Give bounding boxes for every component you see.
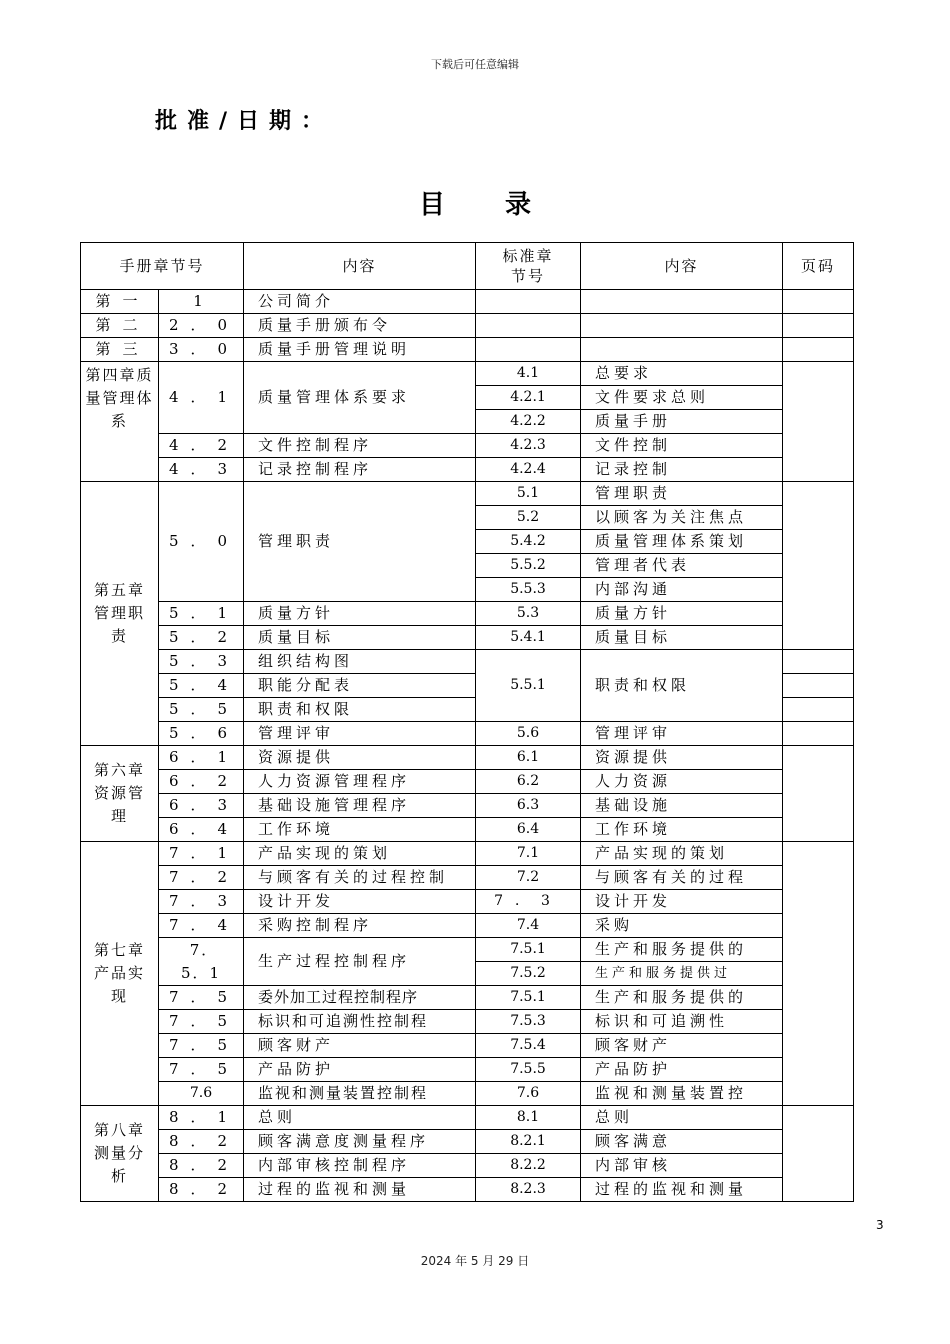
- standard-title: 内部沟通: [581, 578, 783, 602]
- section-title: 质量目标: [244, 626, 476, 650]
- standard-title: 顾客财产: [581, 1034, 783, 1058]
- section-number: 4．1: [159, 362, 244, 434]
- section-title: 监视和测量装置控制程: [244, 1082, 476, 1106]
- page-cell: [783, 722, 854, 746]
- chapter-cell: [81, 482, 159, 746]
- page-cell: [783, 290, 854, 314]
- standard-title: 过程的监视和测量: [581, 1178, 783, 1202]
- section-title: 设计开发: [244, 890, 476, 914]
- standard-number: [476, 314, 581, 338]
- standard-title: 人力资源: [581, 770, 783, 794]
- section-number: 7．2: [159, 866, 244, 890]
- chapter-title: 第八章测量分析: [93, 1121, 145, 1185]
- standard-number: 4.1: [476, 362, 581, 386]
- section-title: 生产过程控制程序: [244, 938, 476, 986]
- section-title: 公司简介: [244, 290, 476, 314]
- chapter-title: 第四章质量管理体系: [85, 366, 154, 430]
- section-title: 人力资源管理程序: [244, 770, 476, 794]
- standard-number: 4.2.1: [476, 386, 581, 410]
- standard-title: [581, 290, 783, 314]
- table-row: [81, 866, 854, 890]
- standard-number: 8.2.2: [476, 1154, 581, 1178]
- standard-title: 标识和可追溯性: [581, 1010, 783, 1034]
- table-row: [81, 1034, 854, 1058]
- chapter-cell: [81, 1106, 159, 1202]
- standard-title: 质量手册: [581, 410, 783, 434]
- standard-number: 7.5.2: [476, 962, 581, 986]
- section-number: 8．2: [159, 1154, 244, 1178]
- section-number: 6．1: [159, 746, 244, 770]
- standard-number: 5.5.1: [476, 650, 581, 722]
- section-number: 5．6: [159, 722, 244, 746]
- section-title: 文件控制程序: [244, 434, 476, 458]
- page-cell: [783, 362, 854, 482]
- standard-number: 7.5.1: [476, 938, 581, 962]
- section-number: 7．3: [159, 890, 244, 914]
- page-cell: [783, 650, 854, 674]
- section-title: 职能分配表: [244, 674, 476, 698]
- table-row: [81, 722, 854, 746]
- standard-number: 8.2.1: [476, 1130, 581, 1154]
- toc-title: 目录: [418, 190, 591, 220]
- standard-number: 7.5.5: [476, 1058, 581, 1082]
- chapter-cell: 第三: [81, 338, 159, 362]
- standard-number: 5.4.1: [476, 626, 581, 650]
- section-number: 2．0: [159, 314, 244, 338]
- table-row: [81, 1106, 854, 1130]
- standard-title: 监视和测量装置控: [581, 1082, 783, 1106]
- toc-table: [80, 242, 854, 1202]
- section-title: 产品防护: [244, 1058, 476, 1082]
- table-row: [81, 938, 854, 962]
- standard-number: 8.1: [476, 1106, 581, 1130]
- section-title: 职责和权限: [244, 698, 476, 722]
- page-cell: [783, 314, 854, 338]
- section-number: 4．2: [159, 434, 244, 458]
- standard-title: 质量管理体系策划: [581, 530, 783, 554]
- standard-number: 7．3: [476, 890, 581, 914]
- chapter-cell: [81, 362, 159, 482]
- table-row: [81, 1082, 854, 1106]
- standard-number: 7.5.1: [476, 986, 581, 1010]
- table-row: [81, 434, 854, 458]
- section-number: 1: [159, 290, 244, 314]
- standard-number: 6.3: [476, 794, 581, 818]
- standard-number: [476, 290, 581, 314]
- section-number: 8．2: [159, 1178, 244, 1202]
- chapter-cell: 第二: [81, 314, 159, 338]
- chapter-title: 第五章管理职责: [93, 581, 145, 645]
- section-title: 标识和可追溯性控制程: [244, 1010, 476, 1034]
- standard-number: 6.4: [476, 818, 581, 842]
- header-standard-section: [476, 243, 581, 290]
- section-number: 7．5: [159, 986, 244, 1010]
- table-header-row: [81, 243, 854, 290]
- table-row: [81, 290, 854, 314]
- section-number: 5．1: [159, 602, 244, 626]
- chapter-title: 第七章产品实现: [93, 941, 145, 1005]
- page-cell: [783, 674, 854, 698]
- standard-title: 管理者代表: [581, 554, 783, 578]
- page-cell: [783, 698, 854, 722]
- table-row: [81, 770, 854, 794]
- section-title: 与顾客有关的过程控制: [244, 866, 476, 890]
- table-row: [81, 746, 854, 770]
- standard-number: 5.6: [476, 722, 581, 746]
- section-number: 7．4: [159, 914, 244, 938]
- standard-title: [581, 338, 783, 362]
- standard-number: 7.1: [476, 842, 581, 866]
- page-cell: [783, 842, 854, 1106]
- chapter-cell: [81, 746, 159, 842]
- standard-number: 7.6: [476, 1082, 581, 1106]
- section-number: 4．3: [159, 458, 244, 482]
- section-title: 内部审核控制程序: [244, 1154, 476, 1178]
- page-cell: [783, 482, 854, 650]
- section-number: 7．5: [159, 1034, 244, 1058]
- table-row: [81, 626, 854, 650]
- table-row: [81, 914, 854, 938]
- standard-title: 管理职责: [581, 482, 783, 506]
- header-standard-section-text: 标准章 节号: [502, 247, 554, 285]
- section-number: 5．5: [159, 698, 244, 722]
- page-number: 3: [876, 1218, 884, 1232]
- standard-number: 4.2.3: [476, 434, 581, 458]
- standard-title: 职责和权限: [581, 650, 783, 722]
- standard-title: 采购: [581, 914, 783, 938]
- table-row: [81, 338, 854, 362]
- standard-number: 7.4: [476, 914, 581, 938]
- standard-title: 生产和服务提供的: [581, 938, 783, 962]
- standard-number: 7.2: [476, 866, 581, 890]
- table-row: [81, 362, 854, 386]
- section-number: 5．2: [159, 626, 244, 650]
- section-number: 8．1: [159, 1106, 244, 1130]
- table-row: [81, 794, 854, 818]
- standard-number: 4.2.2: [476, 410, 581, 434]
- header-page: 页码: [783, 243, 854, 290]
- footer-date: 2024 年 5 月 29 日: [420, 1254, 530, 1268]
- section-title: 采购控制程序: [244, 914, 476, 938]
- section-title: 质量手册颁布令: [244, 314, 476, 338]
- standard-number: 5.3: [476, 602, 581, 626]
- section-title: 产品实现的策划: [244, 842, 476, 866]
- standard-title: 产品实现的策划: [581, 842, 783, 866]
- table-row: [81, 818, 854, 842]
- standard-title: 以顾客为关注焦点: [581, 506, 783, 530]
- chapter-cell: [81, 842, 159, 1106]
- standard-number: [476, 338, 581, 362]
- standard-title: 生产和服务提供的: [581, 986, 783, 1010]
- header-content: 内容: [244, 243, 476, 290]
- standard-number: 5.5.3: [476, 578, 581, 602]
- header-manual-section: 手册章节号: [81, 243, 244, 290]
- standard-title: 管理评审: [581, 722, 783, 746]
- section-title: 质量手册管理说明: [244, 338, 476, 362]
- table-row: [81, 1178, 854, 1202]
- table-row: [81, 482, 854, 506]
- header-note: 下载后可任意编辑: [431, 58, 519, 71]
- section-number: 5．0: [159, 482, 244, 602]
- standard-title: 工作环境: [581, 818, 783, 842]
- section-title: 组织结构图: [244, 650, 476, 674]
- standard-number: 7.5.4: [476, 1034, 581, 1058]
- table-row: [81, 314, 854, 338]
- section-number: 3．0: [159, 338, 244, 362]
- section-title: 委外加工过程控制程序: [244, 986, 476, 1010]
- table-row: [81, 602, 854, 626]
- standard-title: 记录控制: [581, 458, 783, 482]
- table-row: [81, 986, 854, 1010]
- standard-title: 与顾客有关的过程: [581, 866, 783, 890]
- section-number: 6．4: [159, 818, 244, 842]
- standard-title: 内部审核: [581, 1154, 783, 1178]
- section-title: 基础设施管理程序: [244, 794, 476, 818]
- page-cell: [783, 338, 854, 362]
- standard-title: 产品防护: [581, 1058, 783, 1082]
- table-row: [81, 842, 854, 866]
- approval-label: 批准/日期：: [155, 109, 334, 134]
- standard-number: 5.4.2: [476, 530, 581, 554]
- section-title: 质量方针: [244, 602, 476, 626]
- chapter-cell: 第一: [81, 290, 159, 314]
- page-cell: [783, 1106, 854, 1202]
- section-title: 资源提供: [244, 746, 476, 770]
- header-content-2: 内容: [581, 243, 783, 290]
- standard-title: 总要求: [581, 362, 783, 386]
- section-title: 记录控制程序: [244, 458, 476, 482]
- section-title: 过程的监视和测量: [244, 1178, 476, 1202]
- table-row: [81, 1010, 854, 1034]
- section-number: 8．2: [159, 1130, 244, 1154]
- section-number: [159, 938, 244, 986]
- section-title: 顾客满意度测量程序: [244, 1130, 476, 1154]
- page-cell: [783, 746, 854, 842]
- standard-number: 6.1: [476, 746, 581, 770]
- standard-title: 质量方针: [581, 602, 783, 626]
- standard-title: 文件控制: [581, 434, 783, 458]
- table-row: [81, 890, 854, 914]
- section-title: 总则: [244, 1106, 476, 1130]
- section-title: 质量管理体系要求: [244, 362, 476, 434]
- standard-title: 顾客满意: [581, 1130, 783, 1154]
- standard-title: 基础设施: [581, 794, 783, 818]
- standard-number: 6.2: [476, 770, 581, 794]
- section-number: 7．1: [159, 842, 244, 866]
- section-number: 5．4: [159, 674, 244, 698]
- section-number: 6．3: [159, 794, 244, 818]
- standard-title: 文件要求总则: [581, 386, 783, 410]
- section-title: 管理评审: [244, 722, 476, 746]
- section-title: 管理职责: [244, 482, 476, 602]
- chapter-title: 第六章资源管理: [93, 761, 145, 825]
- section-number: 7．5: [159, 1058, 244, 1082]
- table-row: [81, 1130, 854, 1154]
- section-number-text: 7．5．1: [180, 940, 222, 982]
- section-number: 5．3: [159, 650, 244, 674]
- standard-title: 设计开发: [581, 890, 783, 914]
- standard-number: 4.2.4: [476, 458, 581, 482]
- standard-number: 5.5.2: [476, 554, 581, 578]
- table-row: [81, 458, 854, 482]
- section-title: 顾客财产: [244, 1034, 476, 1058]
- table-row: [81, 1058, 854, 1082]
- section-number: 7．5: [159, 1010, 244, 1034]
- table-row: [81, 650, 854, 674]
- standard-title: 总则: [581, 1106, 783, 1130]
- standard-title: 生产和服务提供过: [581, 962, 783, 986]
- section-number: 6．2: [159, 770, 244, 794]
- standard-number: 7.5.3: [476, 1010, 581, 1034]
- standard-number: 5.2: [476, 506, 581, 530]
- standard-title: [581, 314, 783, 338]
- standard-title: 资源提供: [581, 746, 783, 770]
- section-title: 工作环境: [244, 818, 476, 842]
- section-number: 7.6: [159, 1082, 244, 1106]
- standard-number: 8.2.3: [476, 1178, 581, 1202]
- table-row: [81, 1154, 854, 1178]
- standard-title: 质量目标: [581, 626, 783, 650]
- standard-number: 5.1: [476, 482, 581, 506]
